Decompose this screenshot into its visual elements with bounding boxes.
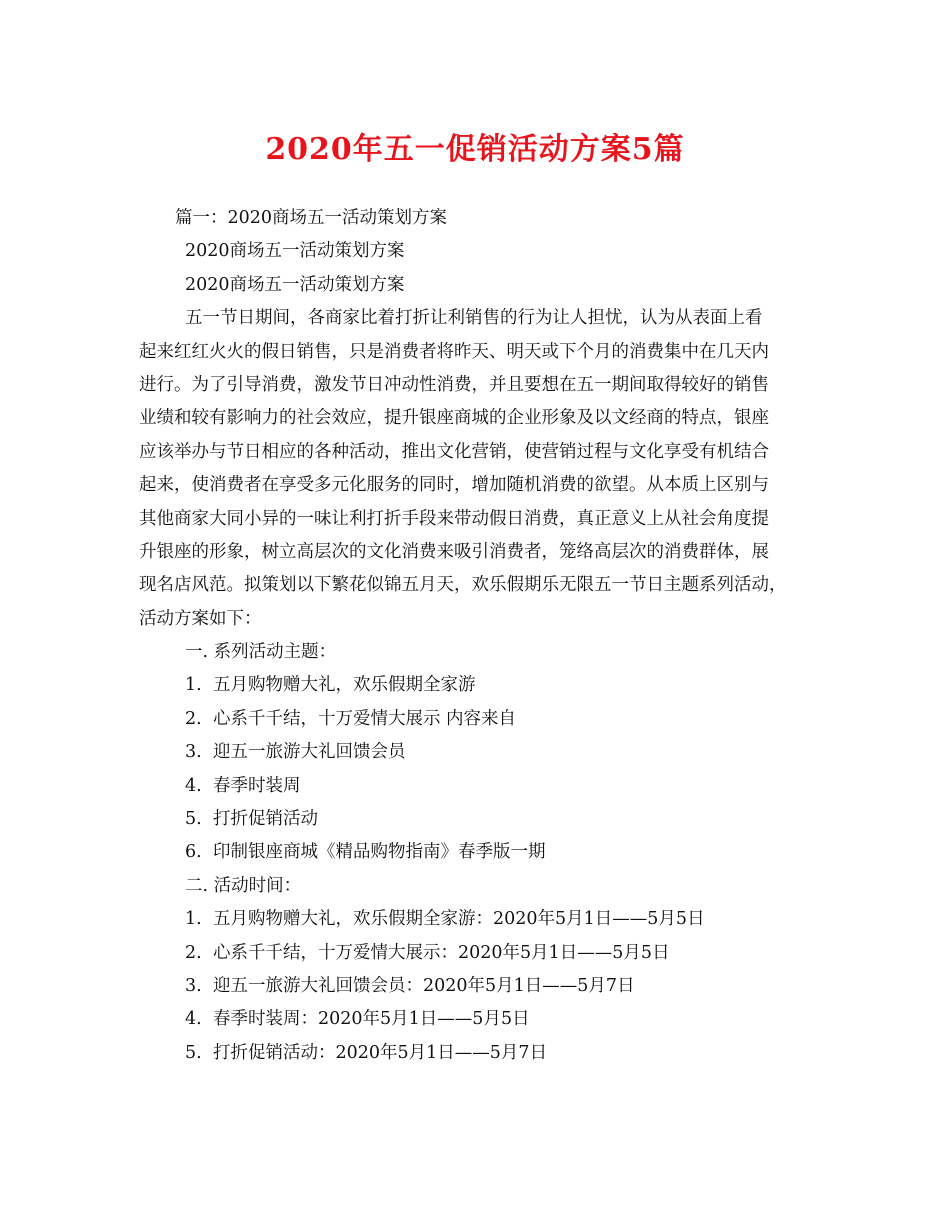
list-item-number: 3. [185, 742, 202, 763]
list-item [139, 803, 819, 836]
list-item-number: 5. [185, 809, 202, 830]
list-item-text: 迎五一旅游大礼回馈会员 [213, 742, 406, 763]
list-item-text: 迎五一旅游大礼回馈会员：2020年5月1日——5月7日 [213, 975, 635, 996]
list-item [139, 1037, 819, 1070]
list-item-text: 打折促销活动：2020年5月1日——5月7日 [213, 1042, 548, 1063]
list-item-text: 春季时装周 [213, 775, 301, 796]
list-item [139, 937, 819, 970]
list-item-text: 春季时装周：2020年5月1日——5月5日 [213, 1009, 530, 1030]
list-item-number: 2. [185, 708, 202, 729]
paragraph-line: 起来，使消费者在享受多元化服务的同时，增加随机消费的欲望。从本质上区别与 [139, 475, 769, 496]
paragraph-line: 应该举办与节日相应的各种活动，推出文化营销，使营销过程与文化享受有机结合 [139, 441, 769, 462]
paragraph-line: 活动方案如下： [139, 608, 262, 629]
list-item [139, 970, 819, 1003]
part-heading: 篇一：2020商场五一活动策划方案 [175, 208, 448, 228]
section-heading: 二. 活动时间： [185, 875, 302, 896]
list-item-number: 5. [185, 1042, 202, 1063]
list-item [139, 1003, 819, 1036]
paragraph-line: 业绩和较有影响力的社会效应，提升银座商城的企业形象及以文经商的特点，银座 [139, 408, 769, 429]
list-item-text: 印制银座商城《精品购物指南》春季版一期 [213, 842, 546, 863]
list-item-number: 1. [185, 909, 202, 930]
intro-paragraph [139, 302, 819, 636]
list-item-number: 2. [185, 942, 202, 963]
list-item [139, 736, 819, 769]
list-item [139, 903, 819, 936]
paragraph-line: 起来红红火火的假日销售，只是消费者将昨天、明天或下个月的消费集中在几天内 [139, 341, 769, 362]
list-item [139, 836, 819, 869]
paragraph-line: 其他商家大同小异的一味让利打折手段来带动假日消费，真正意义上从社会角度提 [139, 508, 769, 529]
list-item-text: 五月购物赠大礼，欢乐假期全家游 [213, 675, 476, 696]
list-item-text: 心系千千结，十万爱情大展示 内容来自 [213, 708, 517, 729]
subheading: 2020商场五一活动策划方案 [185, 241, 405, 262]
list-item-text: 打折促销活动 [213, 809, 318, 830]
paragraph-line: 现名店风范。拟策划以下繁花似锦五月天，欢乐假期乐无限五一节日主题系列活动， [139, 575, 787, 596]
paragraph-line: 进行。为了引导消费，激发节日冲动性消费，并且要想在五一期间取得较好的销售 [139, 374, 769, 395]
list-item-number: 4. [185, 775, 202, 796]
list-item-number: 3. [185, 975, 202, 996]
list-item-text: 心系千千结，十万爱情大展示：2020年5月1日——5月5日 [213, 942, 670, 963]
list-item [139, 770, 819, 803]
paragraph-line: 五一节日期间，各商家比着打折让利销售的行为让人担忧，认为从表面上看 [185, 308, 763, 329]
section-heading: 一. 系列活动主题： [185, 642, 337, 663]
list-item-number: 6. [185, 842, 202, 863]
list-item [139, 703, 819, 736]
list-item-number: 1. [185, 675, 202, 696]
document-body [139, 202, 819, 1070]
list-item-text: 五月购物赠大礼，欢乐假期全家游：2020年5月1日——5月5日 [213, 909, 705, 930]
list-item-number: 4. [185, 1009, 202, 1030]
list-item [139, 669, 819, 702]
subheading: 2020商场五一活动策划方案 [185, 274, 405, 295]
paragraph-line: 升银座的形象，树立高层次的文化消费来吸引消费者，笼络高层次的消费群体，展 [139, 541, 769, 562]
document-title: 2020年五一促销活动方案5篇 [265, 132, 685, 167]
